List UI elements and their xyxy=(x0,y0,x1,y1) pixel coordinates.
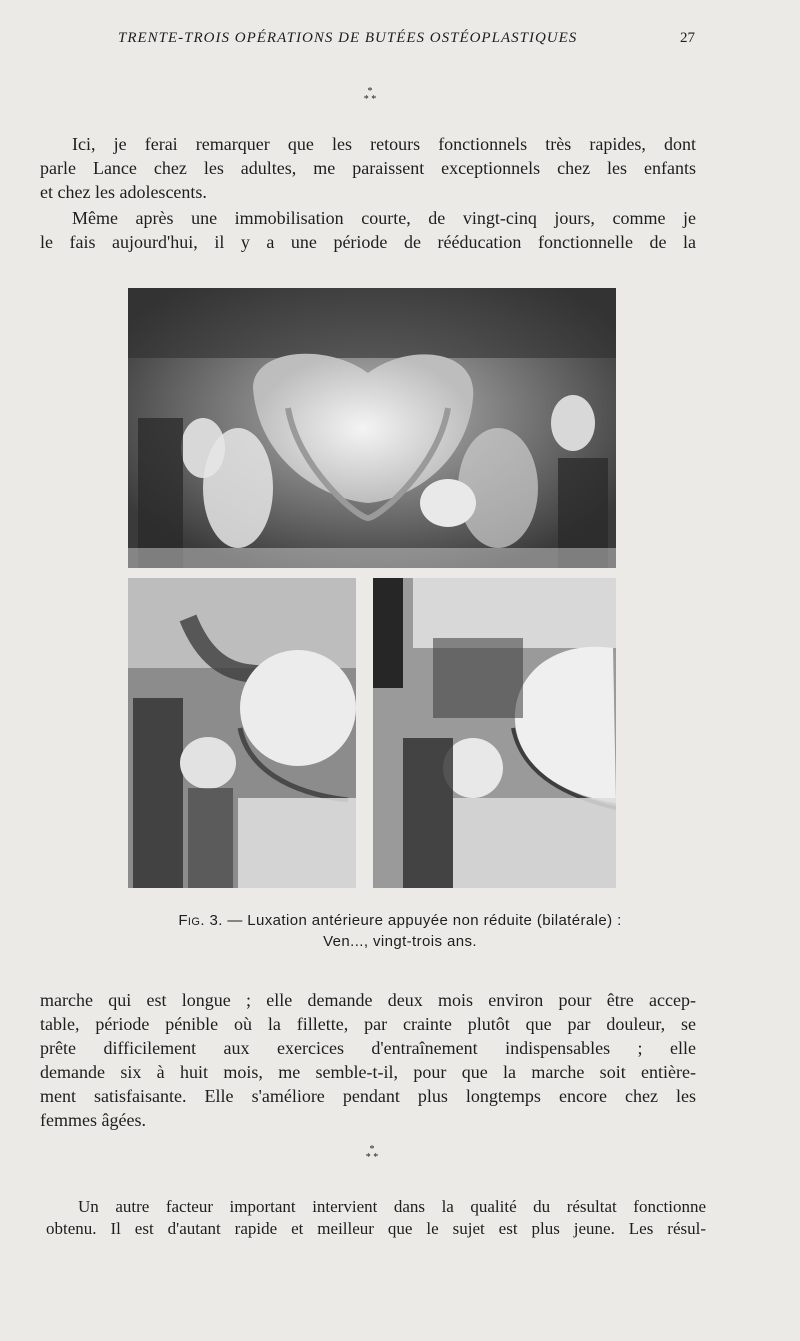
page-number: 27 xyxy=(680,30,695,46)
paragraph-line: table, période pénible où la fillette, par crainte plutôt que par douleur, se xyxy=(40,1014,696,1034)
paragraph-line: femmes âgées. xyxy=(40,1110,146,1130)
paragraph-4 xyxy=(46,1196,706,1240)
running-title: TRENTE-TROIS OPÉRATIONS DE BUTÉES OSTÉOPLASTIQUES xyxy=(118,30,578,46)
paragraph-2 xyxy=(40,206,696,254)
paragraph-line: demande six à huit mois, me semble-t-il, pour que la marche soit entière- xyxy=(40,1062,696,1082)
caption-text: — Luxation antérieure appuyée non réduite (bilatérale) : xyxy=(222,912,622,929)
caption-line-2: Ven..., vingt-trois ans. xyxy=(323,933,477,950)
separator-star: * xyxy=(369,1144,375,1155)
paragraph-line: Même après une immobilisation courte, de vingt-cinq jours, comme je xyxy=(72,208,696,228)
separator-star: * xyxy=(373,1152,379,1163)
paragraph-1 xyxy=(40,132,696,204)
paragraph-line: Un autre facteur important intervient dans la qualité du résultat fonctionne xyxy=(78,1197,706,1216)
running-head xyxy=(0,30,800,52)
paragraph-line: prête difficilement aux exercices d'entraînement indispensables ; elle xyxy=(40,1038,696,1058)
separator-star: * xyxy=(367,86,373,97)
section-separator-top xyxy=(350,88,390,104)
section-separator-bottom xyxy=(352,1146,392,1162)
paragraph-3 xyxy=(40,988,696,1132)
paragraph-line: Ici, je ferai remarquer que les retours fonctionnels très rapides, dont xyxy=(72,134,696,154)
figure-label: Fig. 3. xyxy=(178,912,223,929)
figure-caption xyxy=(40,910,760,952)
radiograph-pelvis xyxy=(128,288,616,568)
radiograph-left-hip xyxy=(128,578,356,888)
radiograph-right-hip xyxy=(373,578,616,888)
paragraph-line: marche qui est longue ; elle demande deux mois environ pour être accep- xyxy=(40,990,696,1010)
separator-star: * xyxy=(371,94,377,105)
paragraph-line: parle Lance chez les adultes, me paraissent exceptionnels chez les enfants xyxy=(40,158,696,178)
paragraph-line: et chez les adolescents. xyxy=(40,182,207,202)
separator-star: * xyxy=(363,94,369,105)
separator-star: * xyxy=(365,1152,371,1163)
caption-line-1 xyxy=(40,910,760,931)
paragraph-line: le fais aujourd'hui, il y a une période de rééducation fonctionnelle de la xyxy=(40,232,696,252)
figure-radiographs xyxy=(128,288,616,888)
paragraph-line: obtenu. Il est d'autant rapide et meilleur que le sujet est plus jeune. Les résul- xyxy=(46,1219,706,1238)
paragraph-line: ment satisfaisante. Elle s'améliore pendant plus longtemps encore chez les xyxy=(40,1086,696,1106)
